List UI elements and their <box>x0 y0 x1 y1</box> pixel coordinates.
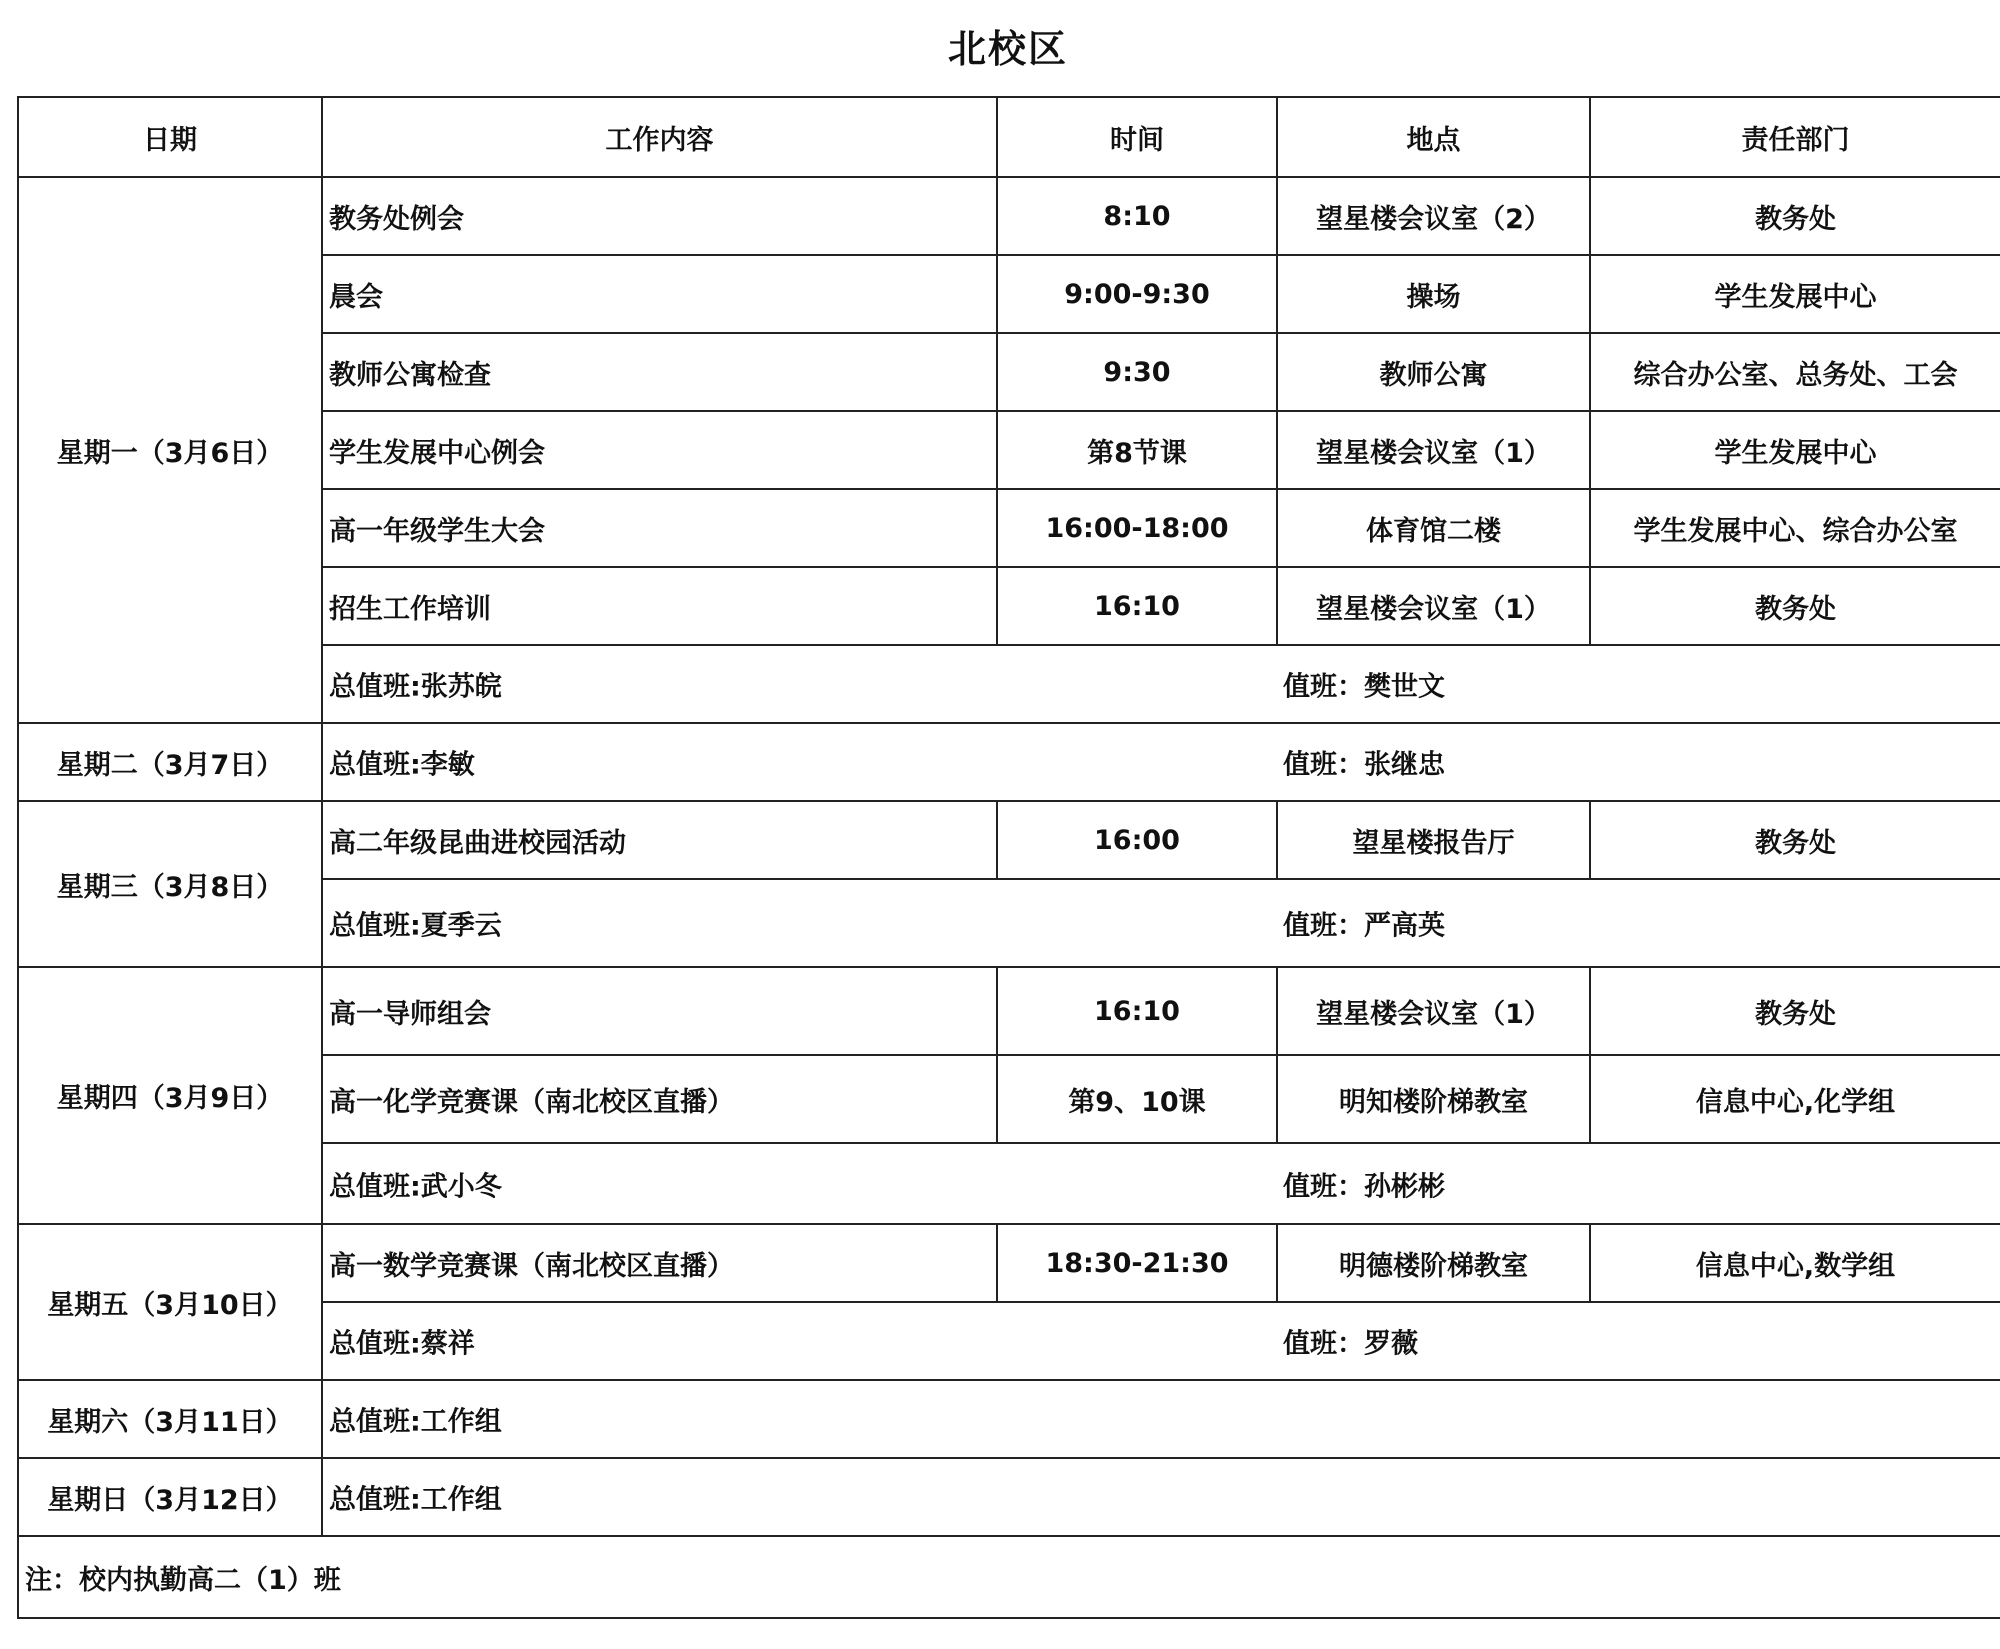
event-dept: 学生发展中心 <box>1590 255 2000 333</box>
event-content: 高一化学竞赛课（南北校区直播） <box>322 1055 997 1143</box>
event-content: 晨会 <box>322 255 997 333</box>
header-time: 时间 <box>997 97 1277 177</box>
event-dept: 学生发展中心、综合办公室 <box>1590 489 2000 567</box>
event-dept: 教务处 <box>1590 967 2000 1055</box>
duty-row <box>18 1458 2000 1536</box>
event-time: 第8节课 <box>997 411 1277 489</box>
note-row <box>18 1536 2000 1618</box>
header-dept: 责任部门 <box>1590 97 2000 177</box>
event-content: 高一数学竞赛课（南北校区直播） <box>322 1224 997 1302</box>
event-content: 高二年级昆曲进校园活动 <box>322 801 997 879</box>
event-place: 教师公寓 <box>1277 333 1590 411</box>
event-time: 9:00-9:30 <box>997 255 1277 333</box>
event-time: 16:10 <box>997 567 1277 645</box>
date-cell: 星期六（3月11日） <box>18 1380 322 1458</box>
duty-main: 总值班:武小冬 <box>329 1171 502 1202</box>
duty-main: 总值班:工作组 <box>329 1484 502 1516</box>
event-place: 望星楼会议室（1） <box>1277 411 1590 489</box>
schedule-table <box>17 96 2000 1619</box>
duty-cell <box>322 1458 2000 1536</box>
event-place: 明知楼阶梯教室 <box>1277 1055 1590 1143</box>
event-dept: 综合办公室、总务处、工会 <box>1590 333 2000 411</box>
event-time: 16:00-18:00 <box>997 489 1277 567</box>
event-content: 高一年级学生大会 <box>322 489 997 567</box>
event-dept: 教务处 <box>1590 177 2000 255</box>
event-place: 望星楼会议室（1） <box>1277 567 1590 645</box>
duty-main: 总值班:夏季云 <box>329 910 502 942</box>
duty-cell <box>322 1380 2000 1458</box>
date-cell: 星期四（3月9日） <box>18 967 322 1224</box>
header-row <box>18 97 2000 177</box>
event-place: 望星楼会议室（2） <box>1277 177 1590 255</box>
event-content: 教师公寓检查 <box>322 333 997 411</box>
event-dept: 教务处 <box>1590 801 2000 879</box>
duty-row <box>18 723 2000 801</box>
duty-cell <box>322 723 2000 801</box>
event-content: 学生发展中心例会 <box>322 411 997 489</box>
duty-sub: 值班：罗薇 <box>1283 1328 1418 1360</box>
date-cell: 星期五（3月10日） <box>18 1224 322 1380</box>
date-cell: 星期三（3月8日） <box>18 801 322 967</box>
duty-row <box>18 1380 2000 1458</box>
duty-cell <box>322 879 2000 967</box>
event-dept: 教务处 <box>1590 567 2000 645</box>
header-place: 地点 <box>1277 97 1590 177</box>
table-row <box>18 967 2000 1055</box>
event-time: 18:30-21:30 <box>997 1224 1277 1302</box>
header-date: 日期 <box>18 97 322 177</box>
event-time: 16:00 <box>997 801 1277 879</box>
event-time: 9:30 <box>997 333 1277 411</box>
table-row <box>18 177 2000 255</box>
date-cell: 星期二（3月7日） <box>18 723 322 801</box>
duty-cell <box>322 1143 2000 1224</box>
date-cell: 星期一（3月6日） <box>18 177 322 723</box>
event-place: 望星楼会议室（1） <box>1277 967 1590 1055</box>
duty-sub: 值班：严高英 <box>1283 910 1445 942</box>
duty-main: 总值班:工作组 <box>329 1406 502 1438</box>
table-row <box>18 801 2000 879</box>
event-content: 教务处例会 <box>322 177 997 255</box>
duty-cell <box>322 645 2000 723</box>
note-text: 注：校内执勤高二（1）班 <box>18 1536 2000 1618</box>
event-place: 体育馆二楼 <box>1277 489 1590 567</box>
event-place: 望星楼报告厅 <box>1277 801 1590 879</box>
event-content: 招生工作培训 <box>322 567 997 645</box>
page-title: 北校区 <box>947 27 1068 71</box>
duty-main: 总值班:张苏皖 <box>329 671 502 703</box>
event-time: 第9、10课 <box>997 1055 1277 1143</box>
event-time: 16:10 <box>997 967 1277 1055</box>
duty-main: 总值班:李敏 <box>329 749 475 781</box>
duty-sub: 值班：张继忠 <box>1283 749 1445 781</box>
event-place: 明德楼阶梯教室 <box>1277 1224 1590 1302</box>
duty-main: 总值班:蔡祥 <box>329 1328 475 1360</box>
duty-cell <box>322 1302 2000 1380</box>
date-cell: 星期日（3月12日） <box>18 1458 322 1536</box>
header-content: 工作内容 <box>322 97 997 177</box>
event-dept: 信息中心,数学组 <box>1590 1224 2000 1302</box>
event-dept: 学生发展中心 <box>1590 411 2000 489</box>
duty-sub: 值班：孙彬彬 <box>1283 1171 1445 1202</box>
event-place: 操场 <box>1277 255 1590 333</box>
duty-sub: 值班：樊世文 <box>1283 671 1445 703</box>
event-content: 高一导师组会 <box>322 967 997 1055</box>
event-dept: 信息中心,化学组 <box>1590 1055 2000 1143</box>
table-row <box>18 1224 2000 1302</box>
event-time: 8:10 <box>997 177 1277 255</box>
